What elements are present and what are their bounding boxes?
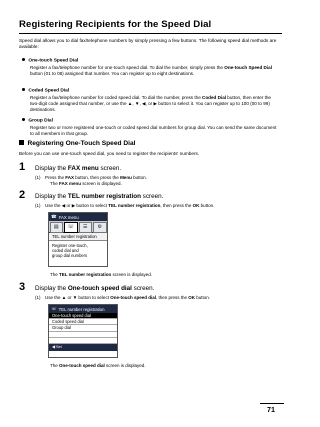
step-2-instruction: (1) Use the ◀ or ▶ button to select TEL number registration, then press the OK button. <box>35 203 215 208</box>
bullet-icon <box>22 58 25 61</box>
step-3-result: The One-touch speed dial screen is displayed. <box>50 363 146 368</box>
method-group: Group Dial <box>22 118 53 124</box>
tel-register-icon: ☏ <box>64 222 78 233</box>
lcd-list-item: Coded speed dial <box>49 319 117 325</box>
page-title: Registering Recipients for the Speed Dial <box>19 19 212 30</box>
lcd-title-bar: ☏ TEL number registration <box>49 305 117 313</box>
step-3-instruction: (1) Use the ▲ or ▼ button to select One-touch speed dial, then press the OK button. <box>35 295 211 300</box>
lcd-tab-row <box>49 221 107 233</box>
page-number: 71 <box>267 405 275 414</box>
lcd-title-bar: ☎ FAX menu <box>49 213 107 221</box>
intro-paragraph: Speed dial allows you to dial fax/telephone numbers by simply pressing a few buttons. The following speed dial methods are available: <box>19 38 277 50</box>
lcd-tel-registration-screen <box>48 304 118 358</box>
fax-icon: ☎ <box>51 214 57 219</box>
method-one-touch-desc: Register a fax/telephone number for one-touch speed dial. To dial the number, simply press the One-touch Speed Dial button (01 to 08) assigned that number. You can register up to eight destinations. <box>30 65 272 77</box>
settings-icon: ⚙ <box>93 222 107 233</box>
report-icon: ☰ <box>79 222 93 233</box>
method-coded-desc: Register a fax/telephone number for coded speed dial. To dial the number, press the Coded Dial button, then enter the two-digit code assigned that number, or use the ▲, ▼, ◀, or ▶ button to select it. You can register up to 100 (00 to 99) destinations. <box>30 95 271 113</box>
square-bullet-icon <box>19 140 24 145</box>
lcd-help-text: Register one-touch, coded dial and group dial numbers <box>52 243 88 258</box>
lcd-footer: ◀ Set <box>49 344 117 351</box>
bullet-icon <box>22 88 25 91</box>
method-one-touch: One-touch Speed Dial <box>22 58 78 64</box>
lcd-selected-item: TEL number registration <box>49 233 107 241</box>
step-1-instruction: (1) Press the FAX button, then press the Menu button. <box>35 175 147 180</box>
title-divider <box>19 33 282 34</box>
bullet-icon <box>22 118 25 121</box>
method-coded: Coded Speed Dial <box>22 88 69 94</box>
section-subtext: Before you can use one-touch speed dial, you need to register the recipients' numbers. <box>19 151 200 156</box>
section-heading: Registering One-Touch Speed Dial <box>19 140 135 147</box>
step-1-result: The FAX menu screen is displayed. <box>50 181 122 186</box>
lcd-fax-menu-screen <box>48 212 108 267</box>
tel-icon: ☏ <box>51 306 57 311</box>
lcd-menu-list <box>49 313 117 344</box>
lcd-list-item: Group dial <box>49 325 117 331</box>
step-2-result: The TEL number registration screen is displayed. <box>50 272 152 277</box>
method-group-desc: Register two or more registered one-touch or coded speed dial numbers for group dial. You can send the same document to all members in that group. <box>30 125 277 137</box>
memory-icon: ▤ <box>50 222 64 233</box>
lcd-list-item: One-touch speed dial <box>49 313 117 319</box>
page-number-rule <box>260 403 284 404</box>
